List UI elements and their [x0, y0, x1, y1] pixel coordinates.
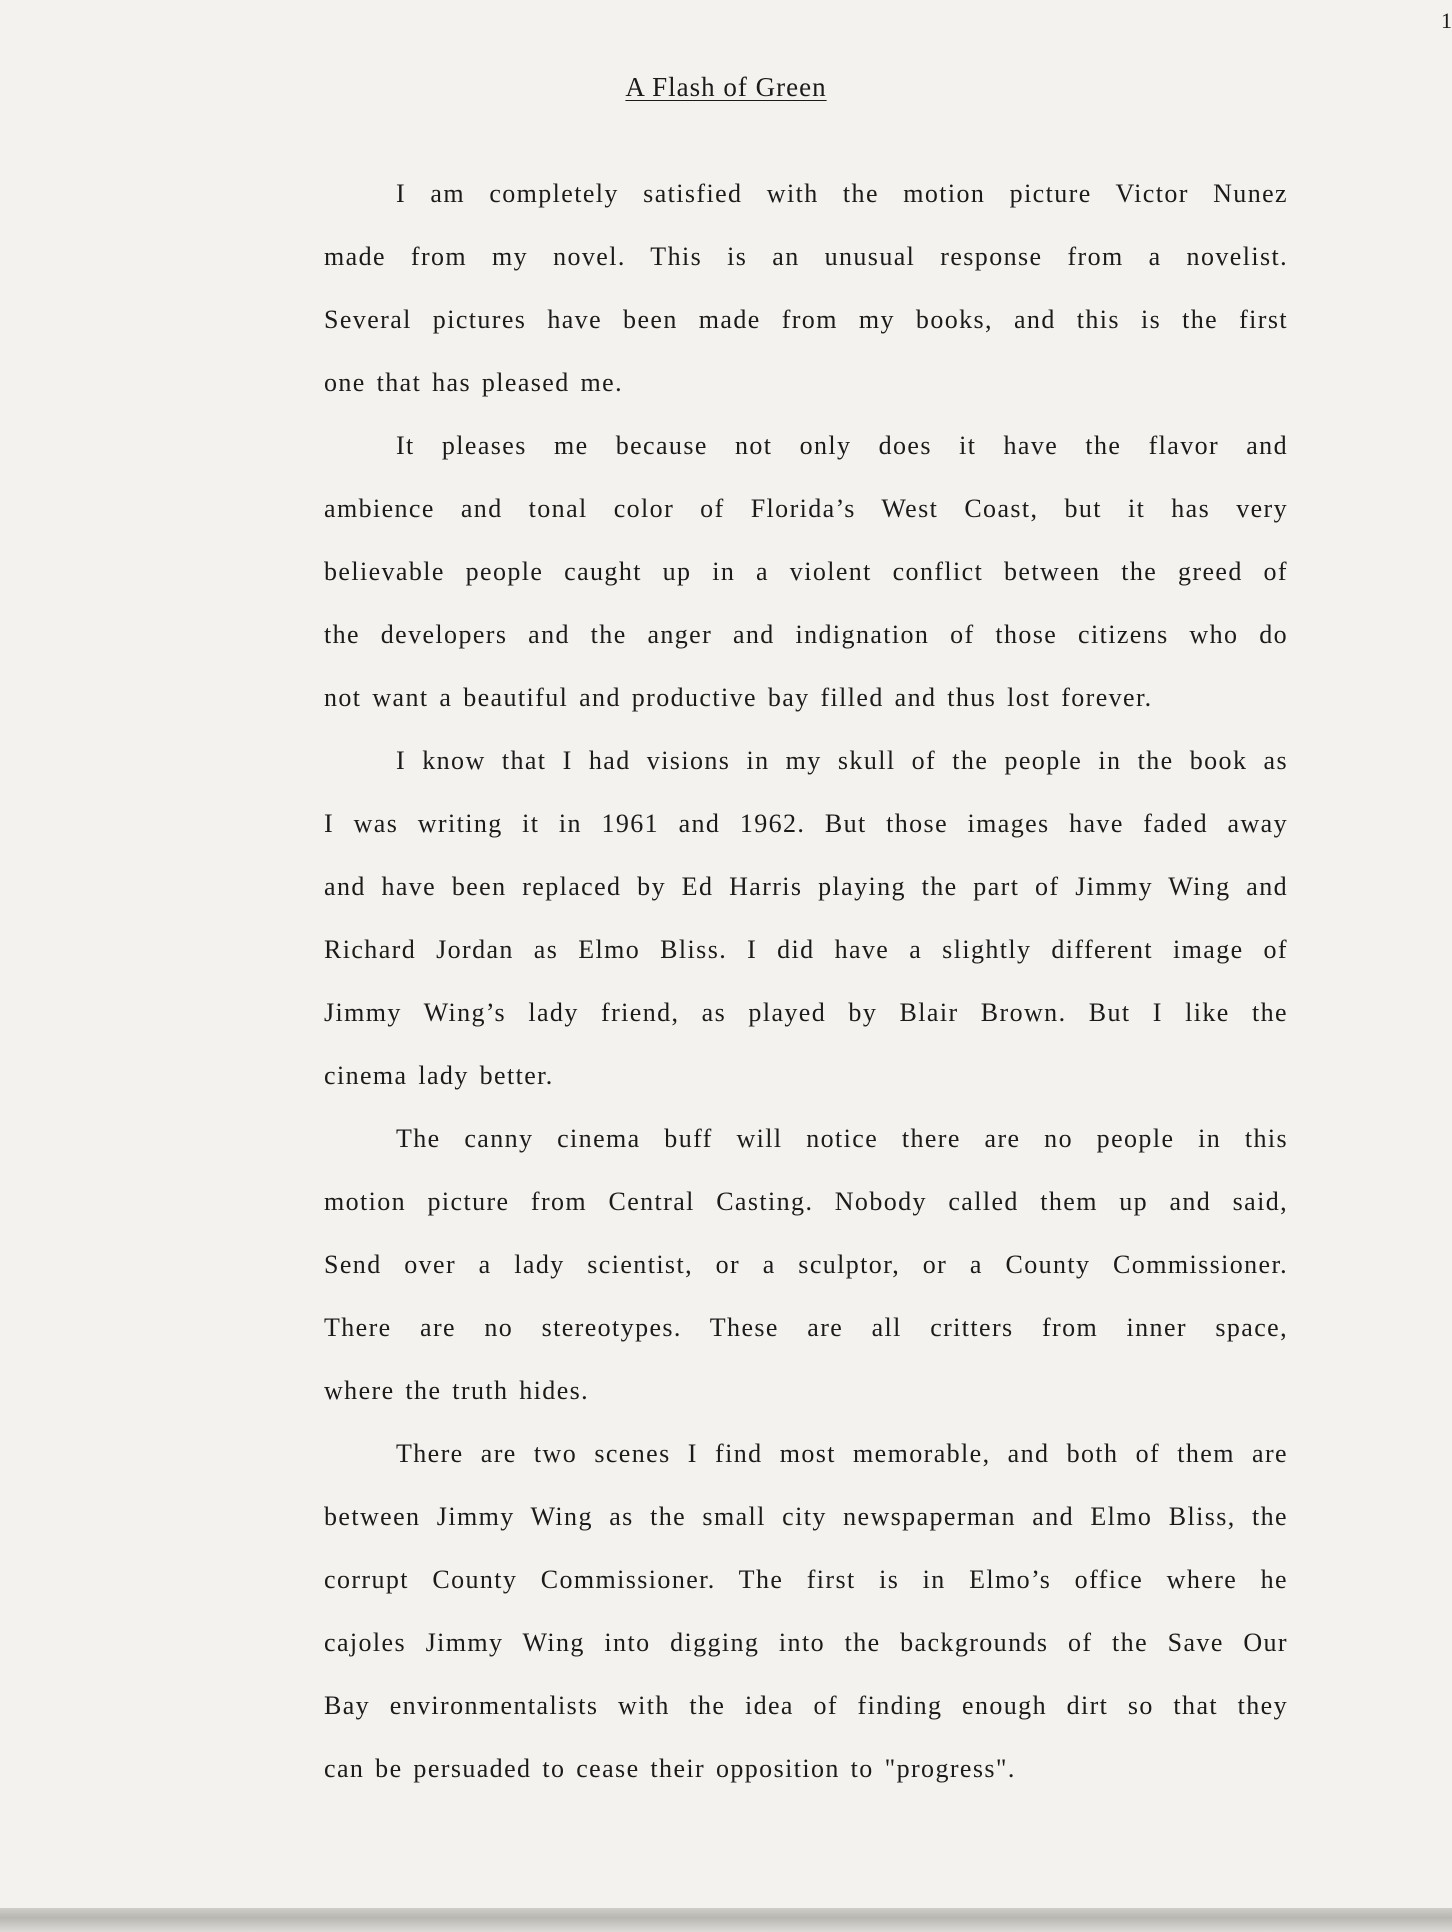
text-line: I was writing it in 1961 and 1962. But those images have faded away [324, 809, 1288, 838]
text-line: not want a beautiful and productive bay filled and thus lost forever. [324, 683, 1153, 712]
text-line: The canny cinema buff will notice there are no people in this [396, 1124, 1288, 1153]
text-line: the developers and the anger and indignation of those citizens who do [324, 620, 1288, 649]
text-line: There are no stereotypes. These are all critters from inner space, [324, 1313, 1288, 1342]
text-line: It pleases me because not only does it have the flavor and [396, 431, 1288, 460]
text-line: ambience and tonal color of Florida’s West Coast, but it has very [324, 494, 1288, 523]
paragraph-4 [253, 1107, 1288, 1422]
text-line: believable people caught up in a violent conflict between the greed of [324, 557, 1288, 586]
text-line: I am completely satisfied with the motion picture Victor Nunez [396, 179, 1288, 208]
text-line: motion picture from Central Casting. Nobody called them up and said, [324, 1187, 1288, 1216]
text-line: can be persuaded to cease their opposition to "progress". [324, 1754, 1016, 1783]
document-title [0, 72, 1452, 102]
text-line: and have been replaced by Ed Harris playing the part of Jimmy Wing and [324, 872, 1288, 901]
paragraph-5 [253, 1422, 1288, 1800]
document-title-text: A Flash of Green [625, 72, 827, 102]
text-line: There are two scenes I find most memorable, and both of them are [396, 1439, 1288, 1468]
paragraph-3 [253, 729, 1288, 1107]
text-line: Several pictures have been made from my books, and this is the first [324, 305, 1288, 334]
scanner-bottom-edge [0, 1908, 1452, 1932]
text-line: Jimmy Wing’s lady friend, as played by Blair Brown. But I like the [324, 998, 1288, 1027]
text-line: Send over a lady scientist, or a sculptor, or a County Commissioner. [324, 1250, 1288, 1279]
text-line: where the truth hides. [324, 1376, 590, 1405]
paragraph-2 [253, 414, 1288, 729]
text-line: one that has pleased me. [324, 368, 624, 397]
text-line: between Jimmy Wing as the small city newspaperman and Elmo Bliss, the [324, 1502, 1288, 1531]
text-line: made from my novel. This is an unusual response from a novelist. [324, 242, 1288, 271]
text-line: cinema lady better. [324, 1061, 554, 1090]
page-number: 1 [1441, 8, 1452, 33]
text-line: Bay environmentalists with the idea of finding enough dirt so that they [324, 1691, 1288, 1720]
text-line: corrupt County Commissioner. The first is in Elmo’s office where he [324, 1565, 1288, 1594]
document-body [253, 162, 1288, 1800]
text-line: I know that I had visions in my skull of the people in the book as [396, 746, 1288, 775]
text-line: cajoles Jimmy Wing into digging into the backgrounds of the Save Our [324, 1628, 1288, 1657]
paragraph-1 [253, 162, 1288, 414]
text-line: Richard Jordan as Elmo Bliss. I did have a slightly different image of [324, 935, 1288, 964]
